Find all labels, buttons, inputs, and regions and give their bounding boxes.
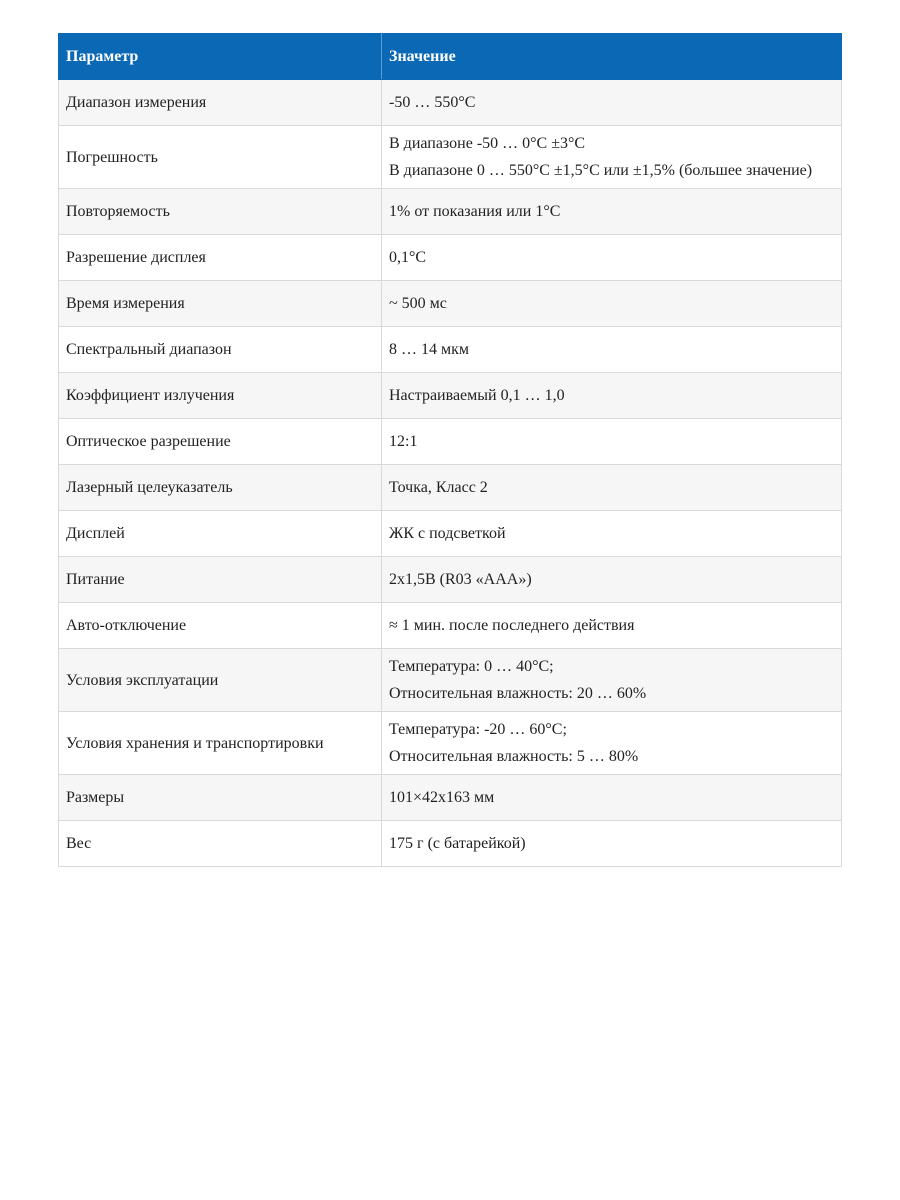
parameter-cell: Питание [59,557,382,603]
parameter-cell: Авто-отключение [59,603,382,649]
value-line: ЖК с подсветкой [389,525,506,542]
value-line: 2х1,5В (R03 «AAA») [389,571,532,588]
value-line: 1% от показания или 1°C [389,203,561,220]
table-row [59,712,842,775]
value-line: ~ 500 мс [389,295,447,312]
table-row [59,189,842,235]
table-row [59,235,842,281]
table-row [59,419,842,465]
value-line: Относительная влажность: 20 … 60% [389,685,647,702]
value-line: Температура: 0 … 40°C; [389,658,554,675]
value-cell [382,327,842,373]
value-line: Температура: -20 … 60°C; [389,721,567,738]
table-row [59,557,842,603]
parameter-cell: Условия хранения и транспортировки [59,712,382,775]
value-line: 0,1°C [389,249,427,266]
header-parameter: Параметр [59,34,382,80]
value-cell [382,465,842,511]
value-line: 175 г (с батарейкой) [389,835,526,852]
value-cell [382,821,842,867]
table-row [59,327,842,373]
table-body [59,80,842,867]
value-line: ≈ 1 мин. после последнего действия [389,617,635,634]
table-row [59,281,842,327]
table-row [59,775,842,821]
table-row [59,465,842,511]
value-line: Настраиваемый 0,1 … 1,0 [389,387,565,404]
parameter-cell: Разрешение дисплея [59,235,382,281]
table-row [59,649,842,712]
value-line: 101×42х163 мм [389,789,495,806]
value-line: 8 … 14 мкм [389,341,470,358]
value-cell [382,189,842,235]
value-cell [382,419,842,465]
parameter-cell: Повторяемость [59,189,382,235]
parameter-cell: Погрешность [59,126,382,189]
table-row [59,603,842,649]
value-cell [382,557,842,603]
parameter-cell: Размеры [59,775,382,821]
parameter-cell: Дисплей [59,511,382,557]
table-row [59,821,842,867]
parameter-cell: Вес [59,821,382,867]
value-cell [382,373,842,419]
table-row [59,373,842,419]
value-line: -50 … 550°C [389,94,476,111]
value-line: Точка, Класс 2 [389,479,488,496]
value-line: 12:1 [389,433,418,450]
header-row [59,34,842,80]
parameter-cell: Диапазон измерения [59,80,382,126]
parameter-cell: Лазерный целеуказатель [59,465,382,511]
value-line: В диапазоне -50 … 0°C ±3°C [389,135,586,152]
parameter-cell: Спектральный диапазон [59,327,382,373]
table-header [59,34,842,80]
parameter-cell: Оптическое разрешение [59,419,382,465]
value-cell [382,649,842,712]
table-row [59,126,842,189]
table-row [59,511,842,557]
value-line: В диапазоне 0 … 550°C ±1,5°C или ±1,5% (большее значение) [389,162,813,179]
value-cell [382,80,842,126]
table-row [59,80,842,126]
value-cell [382,126,842,189]
parameter-cell: Коэффициент излучения [59,373,382,419]
value-cell [382,603,842,649]
value-cell [382,235,842,281]
parameter-cell: Время измерения [59,281,382,327]
header-value: Значение [382,34,842,80]
parameter-cell: Условия эксплуатации [59,649,382,712]
value-cell [382,281,842,327]
value-line: Относительная влажность: 5 … 80% [389,748,639,765]
value-cell [382,775,842,821]
value-cell [382,712,842,775]
value-cell [382,511,842,557]
specifications-table [58,33,842,867]
